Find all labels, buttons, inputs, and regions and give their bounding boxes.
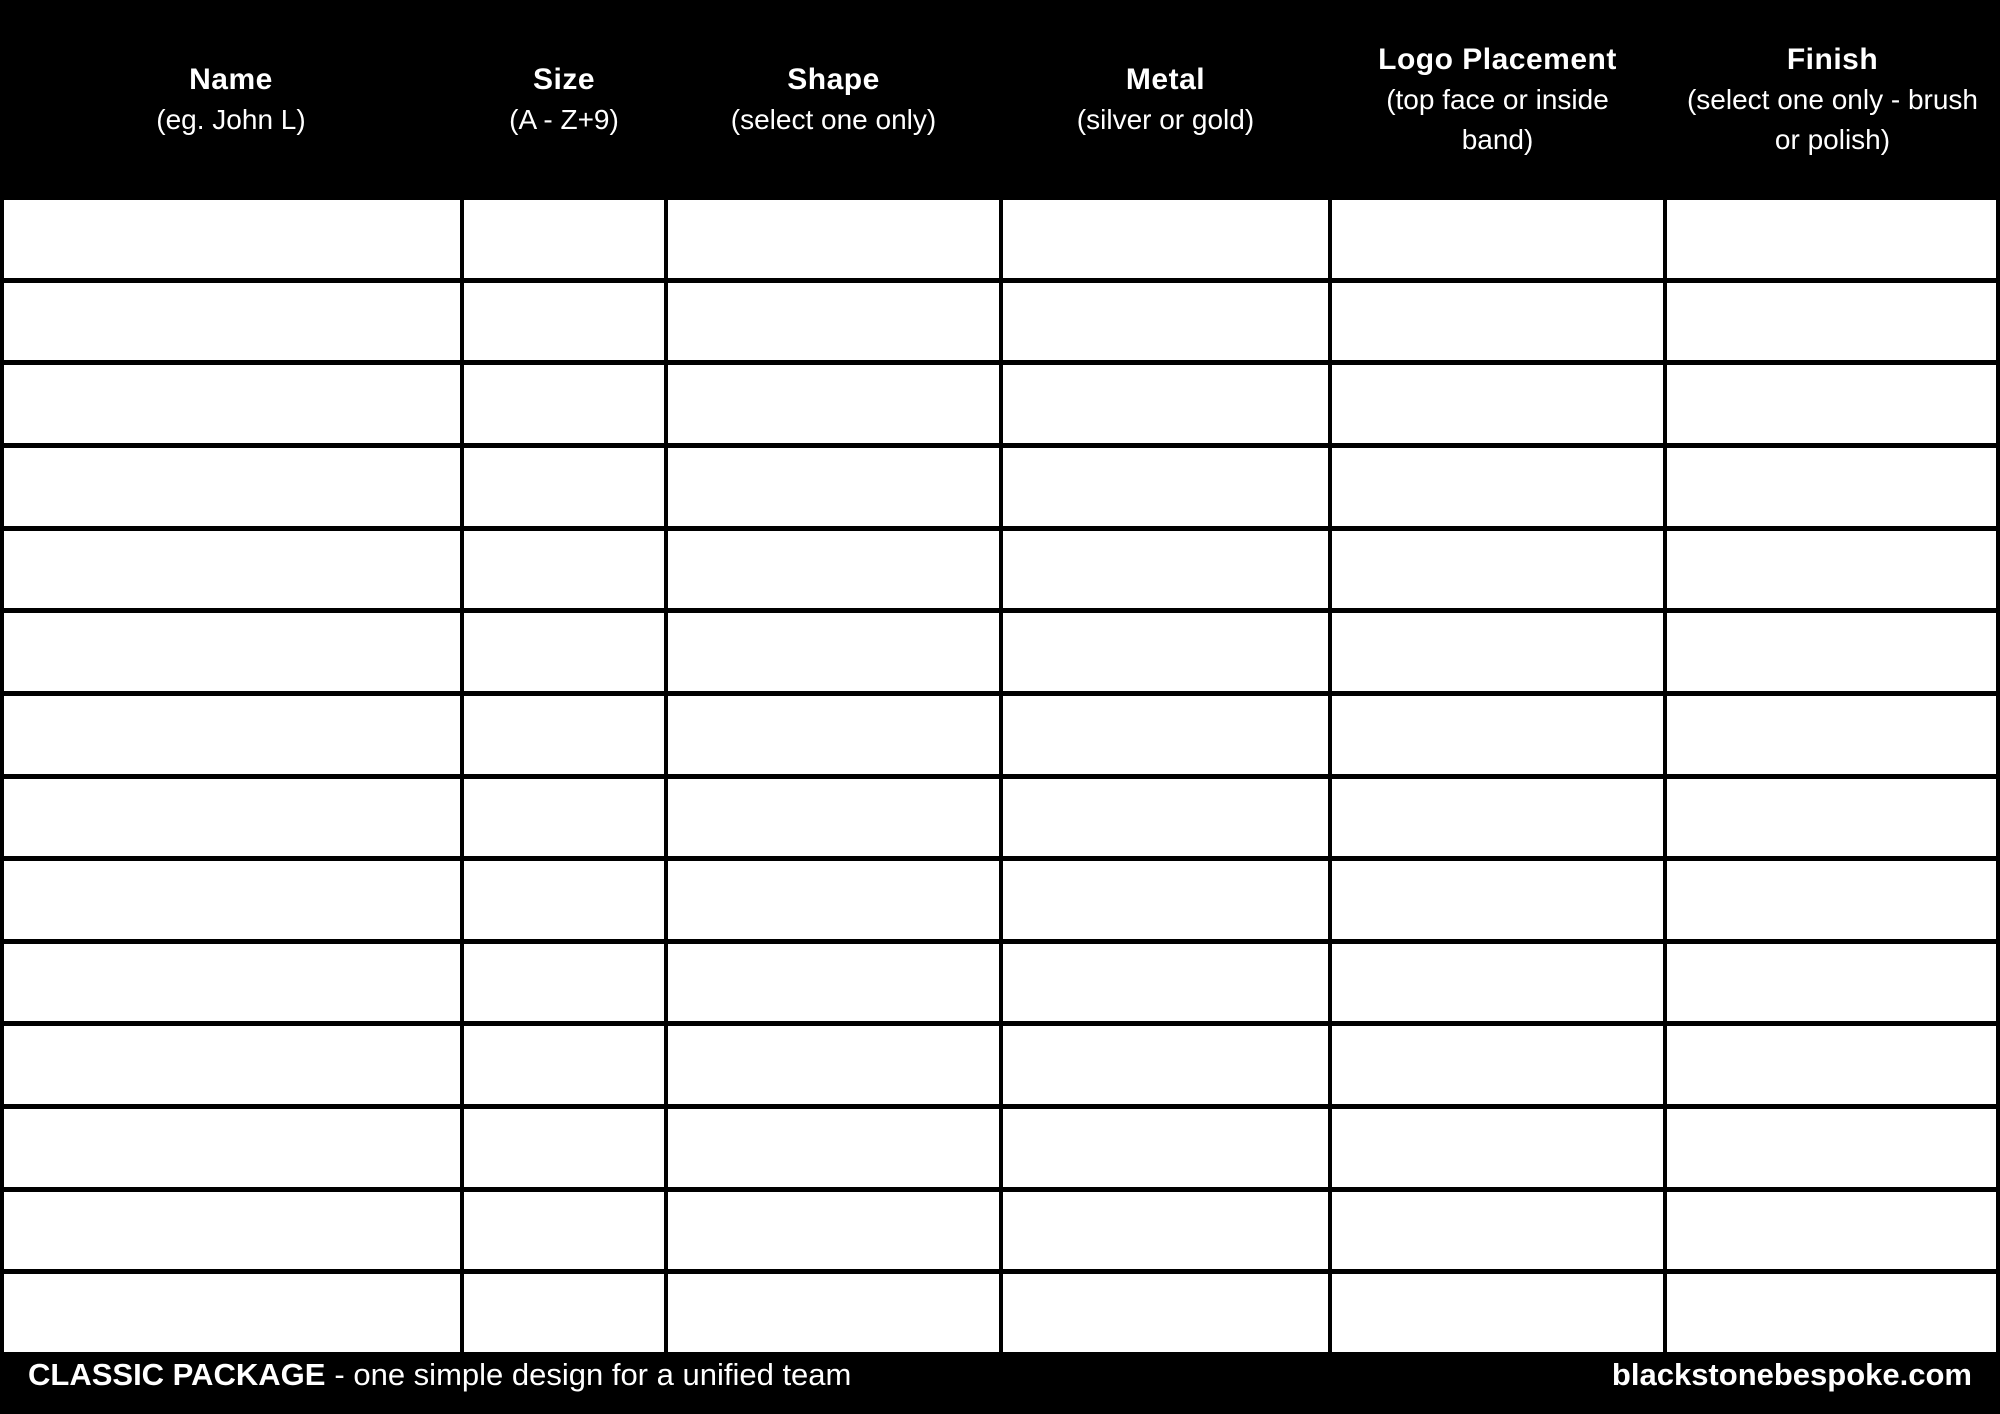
- table-cell[interactable]: [1332, 200, 1663, 278]
- table-cell[interactable]: [1667, 531, 1996, 609]
- table-cell[interactable]: [4, 1026, 460, 1104]
- table-cell[interactable]: [1332, 944, 1663, 1022]
- table-cell[interactable]: [1332, 448, 1663, 526]
- table-cell[interactable]: [464, 1026, 664, 1104]
- table-cell[interactable]: [1003, 200, 1328, 278]
- table-cell[interactable]: [4, 200, 460, 278]
- table-cell[interactable]: [4, 944, 460, 1022]
- column-header-size: [462, 60, 666, 140]
- column-header-finish: [1665, 40, 2000, 160]
- column-header-logo-placement: [1330, 40, 1665, 160]
- table-cell[interactable]: [4, 531, 460, 609]
- table-cell[interactable]: [668, 696, 999, 774]
- footer-bar: [0, 1352, 2000, 1414]
- column-subtitle: (top face or inside band): [1386, 84, 1609, 155]
- table-cell[interactable]: [4, 861, 460, 939]
- table-cell[interactable]: [1667, 944, 1996, 1022]
- table-cell[interactable]: [464, 365, 664, 443]
- table-cell[interactable]: [464, 1192, 664, 1270]
- table-cell[interactable]: [668, 1274, 999, 1352]
- table-cell[interactable]: [4, 696, 460, 774]
- table-cell[interactable]: [1667, 613, 1996, 691]
- table-cell[interactable]: [1667, 448, 1996, 526]
- column-title: Name: [189, 63, 273, 96]
- table-header-row: [0, 0, 2000, 200]
- table-cell[interactable]: [668, 200, 999, 278]
- table-cell[interactable]: [668, 448, 999, 526]
- table-cell[interactable]: [1003, 448, 1328, 526]
- column-header-shape: [666, 60, 1001, 140]
- table-cell[interactable]: [4, 1109, 460, 1187]
- table-cell[interactable]: [4, 1192, 460, 1270]
- table-cell[interactable]: [464, 613, 664, 691]
- table-cell[interactable]: [668, 613, 999, 691]
- table-cell[interactable]: [1667, 365, 1996, 443]
- table-cell[interactable]: [464, 200, 664, 278]
- table-cell[interactable]: [1003, 861, 1328, 939]
- table-cell[interactable]: [464, 283, 664, 361]
- table-cell[interactable]: [668, 1192, 999, 1270]
- table-cell[interactable]: [1667, 861, 1996, 939]
- table-cell[interactable]: [1667, 1109, 1996, 1187]
- table-cell[interactable]: [464, 1109, 664, 1187]
- table-cell[interactable]: [4, 283, 460, 361]
- table-cell[interactable]: [1667, 283, 1996, 361]
- table-cell[interactable]: [4, 613, 460, 691]
- table-cell[interactable]: [1667, 1192, 1996, 1270]
- column-subtitle: (eg. John L): [156, 104, 306, 135]
- table-cell[interactable]: [1332, 1109, 1663, 1187]
- column-header-name: [0, 60, 462, 140]
- table-cell[interactable]: [1332, 1026, 1663, 1104]
- table-cell[interactable]: [1667, 200, 1996, 278]
- table-cell[interactable]: [1003, 613, 1328, 691]
- package-tagline: - one simple design for a unified team: [334, 1357, 852, 1392]
- table-cell[interactable]: [1332, 283, 1663, 361]
- table-cell[interactable]: [668, 283, 999, 361]
- column-title: Metal: [1125, 63, 1206, 96]
- table-cell[interactable]: [4, 1274, 460, 1352]
- table-cell[interactable]: [464, 944, 664, 1022]
- table-cell[interactable]: [4, 365, 460, 443]
- table-cell[interactable]: [464, 448, 664, 526]
- table-cell[interactable]: [1003, 779, 1328, 857]
- table-cell[interactable]: [1332, 861, 1663, 939]
- column-header-metal: [1001, 60, 1330, 140]
- package-name: CLASSIC PACKAGE: [28, 1357, 326, 1392]
- table-cell[interactable]: [1003, 531, 1328, 609]
- table-cell[interactable]: [1667, 1026, 1996, 1104]
- table-cell[interactable]: [464, 1274, 664, 1352]
- column-title: Shape: [787, 63, 880, 96]
- table-cell[interactable]: [668, 944, 999, 1022]
- column-title: Logo Placement: [1378, 43, 1617, 76]
- table-cell[interactable]: [668, 1109, 999, 1187]
- table-cell[interactable]: [1003, 1192, 1328, 1270]
- table-cell[interactable]: [464, 861, 664, 939]
- table-cell[interactable]: [1003, 283, 1328, 361]
- table-cell[interactable]: [464, 531, 664, 609]
- column-title: Size: [532, 63, 596, 96]
- table-cell[interactable]: [1332, 779, 1663, 857]
- column-subtitle: (select one only - brush or polish): [1686, 84, 1979, 155]
- package-description: [28, 1357, 851, 1393]
- table-cell[interactable]: [1003, 1274, 1328, 1352]
- table-cell[interactable]: [1003, 365, 1328, 443]
- table-cell[interactable]: [668, 365, 999, 443]
- table-cell[interactable]: [668, 531, 999, 609]
- table-cell[interactable]: [1003, 1109, 1328, 1187]
- table-cell[interactable]: [464, 779, 664, 857]
- table-cell[interactable]: [1332, 696, 1663, 774]
- table-cell[interactable]: [4, 448, 460, 526]
- table-cell[interactable]: [1667, 696, 1996, 774]
- table-cell[interactable]: [668, 1026, 999, 1104]
- table-cell[interactable]: [1332, 365, 1663, 443]
- table-cell[interactable]: [1332, 613, 1663, 691]
- table-cell[interactable]: [464, 696, 664, 774]
- table-cell[interactable]: [1332, 1274, 1663, 1352]
- table-cell[interactable]: [1332, 1192, 1663, 1270]
- column-subtitle: (select one only): [730, 104, 937, 135]
- table-cell[interactable]: [1003, 696, 1328, 774]
- table-cell[interactable]: [1003, 944, 1328, 1022]
- column-subtitle: (A - Z+9): [509, 104, 619, 135]
- column-title: Finish: [1786, 43, 1879, 76]
- website-text: blackstonebespoke.com: [1611, 1357, 1972, 1392]
- table-cell[interactable]: [668, 861, 999, 939]
- table-cell[interactable]: [1332, 531, 1663, 609]
- table-cell[interactable]: [1667, 1274, 1996, 1352]
- table-cell[interactable]: [668, 779, 999, 857]
- table-cell[interactable]: [1667, 779, 1996, 857]
- order-form-grid: [0, 200, 2000, 1352]
- column-subtitle: (silver or gold): [1076, 104, 1255, 135]
- table-cell[interactable]: [4, 779, 460, 857]
- table-cell[interactable]: [1003, 1026, 1328, 1104]
